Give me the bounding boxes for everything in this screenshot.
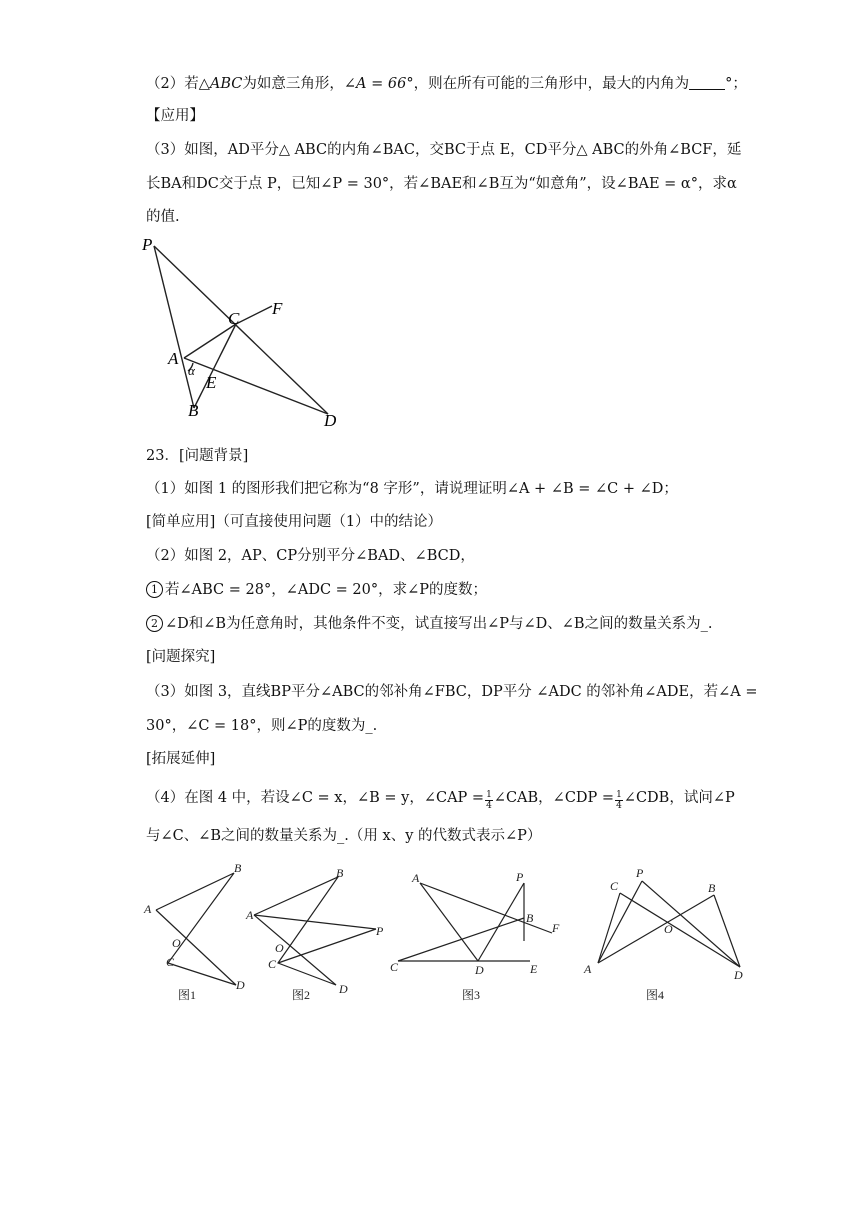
- extend-heading: [拓展延伸]: [146, 751, 216, 767]
- q23-part4-c: ∠CDB，试问∠P: [623, 790, 735, 806]
- segment-BC: [194, 324, 236, 408]
- explore-heading: [问题探究]: [146, 649, 216, 665]
- q23-part4-line2: 与∠C、∠B之间的数量关系为_.（用 x、y 的代数式表示∠P）: [146, 828, 542, 844]
- q23-part2-1: [146, 580, 487, 600]
- fig3-label-F: F: [552, 921, 560, 935]
- q23-part3-line1: （3）如图 3，直线BP平分∠ABC的邻补角∠FBC，DP平分 ∠ADC 的邻补角∠ADE，若∠A =: [146, 684, 758, 700]
- fig2-label-A: A: [246, 908, 254, 922]
- fig4-label-P: P: [636, 866, 644, 880]
- circled-number-1: 1: [146, 581, 163, 598]
- fig4-label-B: B: [708, 881, 716, 895]
- fig4-label-C: C: [610, 879, 619, 893]
- q23-part2: （2）如图 2，AP、CP分别平分∠BAD、∠BCD，: [146, 548, 475, 564]
- figures-row: [136, 855, 766, 1005]
- q22-part2-mid: 为如意三角形，: [242, 76, 344, 92]
- fig3-label-E: E: [530, 962, 538, 976]
- q23-part2-2: [146, 614, 712, 634]
- fig2-label-P: P: [376, 924, 384, 938]
- segment-PB: [154, 246, 194, 408]
- fig1-label-B: B: [234, 861, 242, 875]
- fig2-label-D: D: [339, 982, 348, 996]
- fig1-label-O: O: [172, 936, 181, 950]
- label-B: B: [188, 401, 199, 420]
- fig3-label-A: A: [412, 871, 420, 885]
- fig4-label-A: A: [584, 962, 592, 976]
- fig3-label-C: C: [390, 960, 399, 974]
- label-alpha: α: [188, 363, 195, 378]
- fig1-label-C: C: [166, 955, 175, 969]
- geometry-figure-main: [136, 230, 356, 430]
- label-D: D: [324, 411, 337, 430]
- q23-part1: （1）如图 1 的图形我们把它称为“8 字形”，请说理证明∠A + ∠B = ∠C + ∠D；: [146, 481, 678, 497]
- q23-part4-b: ∠CAB，∠CDP =: [493, 790, 615, 806]
- answer-blank: [689, 76, 725, 90]
- fig4-caption: 图4: [646, 988, 665, 1002]
- q23-part2-1-text: 若∠ABC = 28°，∠ADC = 20°，求∠P的度数；: [165, 582, 488, 598]
- fig3-label-B: B: [526, 911, 534, 925]
- segment-PD: [154, 246, 328, 414]
- fig2-label-B: B: [336, 866, 344, 880]
- apply-heading: 【应用】: [146, 108, 204, 124]
- q22-part2-end: °；: [725, 76, 747, 92]
- label-A: A: [168, 349, 179, 368]
- fig2-label-C: C: [268, 957, 277, 971]
- fraction-one-quarter: $\frac{1}{4}$: [486, 790, 492, 811]
- q22-part3-line1: （3）如图，AD平分△ ABC的内角∠BAC，交BC于点 E，CD平分△ ABC的外角∠BCF，延: [146, 142, 742, 158]
- fig2-caption: 图2: [292, 988, 311, 1002]
- label-C: C: [228, 309, 240, 328]
- q23-part2-2-text: ∠D和∠B为任意角时，其他条件不变，试直接写出∠P与∠D、∠B之间的数量关系为_.: [165, 616, 713, 632]
- q22-part3-line2: 长BA和DC交于点 P，已知∠P = 30°，若∠BAE和∠B互为“如意角”，设∠BAE = α°，求α: [146, 176, 737, 192]
- label-E: E: [206, 373, 217, 392]
- q22-part2-abc: ABC: [209, 76, 243, 92]
- fig4-label-D: D: [734, 968, 743, 982]
- q22-part2: [146, 74, 747, 94]
- q23-part3-line2: 30°，∠C = 18°，则∠P的度数为_.: [146, 718, 378, 734]
- q22-part2-prefix: （2）若△: [146, 76, 210, 92]
- q22-part3-line3: 的值.: [146, 209, 180, 225]
- fig1-caption: 图1: [178, 988, 197, 1002]
- circled-number-2: 2: [146, 615, 163, 632]
- fig1-label-A: A: [144, 902, 152, 916]
- fig3-label-P: P: [516, 870, 524, 884]
- q23-part4-a: （4）在图 4 中，若设∠C = x，∠B = y，∠CAP =: [146, 790, 485, 806]
- fig4-label-O: O: [664, 922, 673, 936]
- q22-part2-angle: ∠A = 66°: [343, 76, 414, 92]
- label-P: P: [142, 235, 153, 254]
- fig3-caption: 图3: [462, 988, 481, 1002]
- q22-part2-suffix: ，则在所有可能的三角形中，最大的内角为: [413, 76, 690, 92]
- fig2-label-O: O: [275, 941, 284, 955]
- fig3-label-D: D: [475, 963, 484, 977]
- q23-number: 23．[问题背景]: [146, 448, 249, 464]
- fig1-label-D: D: [236, 978, 245, 992]
- fraction-one-quarter-2: $\frac{1}{4}$: [616, 790, 622, 811]
- q23-part4-line1: [146, 788, 735, 811]
- simple-application-heading: [简单应用]（可直接使用问题（1）中的结论）: [146, 514, 443, 530]
- label-F: F: [272, 299, 283, 318]
- segment-CF: [236, 306, 272, 324]
